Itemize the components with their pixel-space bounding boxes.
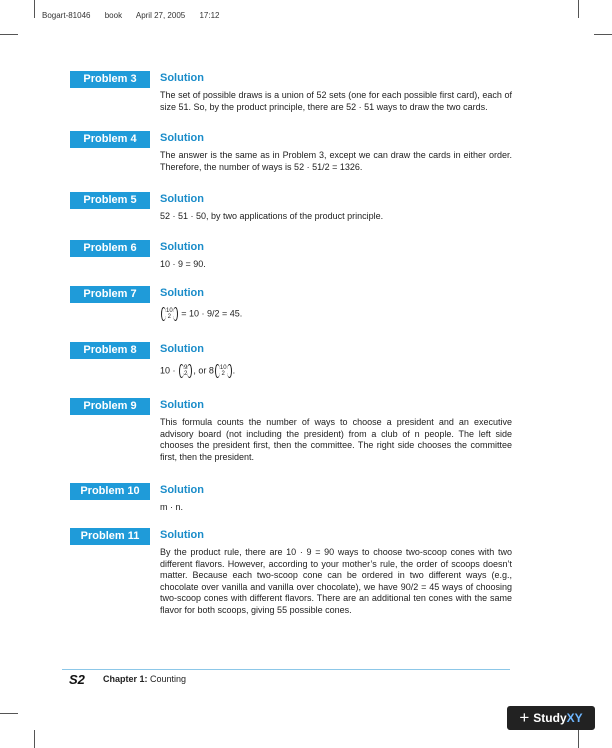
problem-tag: Problem 8 [70,342,150,359]
problem-tag: Problem 6 [70,240,150,257]
footer-divider [62,669,510,670]
problem-tag: Problem 7 [70,286,150,303]
binomial-coefficient: 9 2 [179,365,192,377]
solution-heading: Solution [160,529,204,541]
chapter-name: Counting [150,674,187,684]
crop-mark [34,0,35,18]
solution-heading: Solution [160,241,204,253]
solution-text: 10 · 9 2 , or 8 10 2 . [160,365,236,377]
solution-heading: Solution [160,193,204,205]
solution-text: 10 · 9 = 90. [160,259,206,269]
studyxy-logo [507,706,595,730]
page-number: S2 [69,672,85,687]
header-date: April 27, 2005 [135,11,186,20]
crop-mark [594,34,612,35]
problem-tag: Problem 9 [70,398,150,415]
binomial-coefficient: 10 2 [215,365,232,377]
problem-tag: Problem 5 [70,192,150,209]
solution-heading: Solution [160,72,204,84]
solution-heading: Solution [160,287,204,299]
solution-text: The set of possible draws is a union of 52 sets (one for each possible first card), each of size 51. So, by the product principle, there are 52 · 51 ways to draw the two cards. [160,90,512,112]
solution-heading: Solution [160,484,204,496]
solution-text: 52 · 51 · 50, by two applications of the product principle. [160,211,384,221]
logo-text: Study [533,711,567,725]
chapter-title [103,674,186,684]
solution-text: This formula counts the number of ways to choose a president and an executive advisory board (not including the president) from a club of n people. The left side chooses the president first, then the committee. The right side chooses the committee first, then the president. [160,417,512,462]
problem-tag: Problem 10 [70,483,150,500]
crop-mark [578,0,579,18]
solution-heading: Solution [160,343,204,355]
solution-text: 10 2 = 10 · 9/2 = 45. [160,308,512,320]
solution-heading: Solution [160,399,204,411]
crop-mark [0,713,18,714]
logo-highlight: XY [566,711,583,725]
header-time: 17:12 [199,11,220,20]
plus-icon: + [519,708,530,727]
problem-tag: Problem 3 [70,71,150,88]
solution-heading: Solution [160,132,204,144]
binomial-coefficient: 10 2 [161,308,178,320]
problem-tag: Problem 4 [70,131,150,148]
crop-mark [34,730,35,748]
header-book: book [104,11,123,20]
print-header [42,11,232,20]
solution-text: The answer is the same as in Problem 3, except we can draw the cards in either order. Therefore, the number of ways is 52 · 51/2 = 1326. [160,150,512,172]
chapter-label: Chapter 1: [103,674,148,684]
crop-mark [0,34,18,35]
solution-text: By the product rule, there are 10 · 9 = 90 ways to choose two-scoop cones with two different flavors. However, according to your mother’s rule, the order of scoops doesn’t matter. Because each two-scoop cone can be ordered in two different ways (e.g., chocolate over vanilla and vanilla over chocolate), we have 90/2 = 45 ways of choosing two-scoop cones with different flavors. There are an additional ten cones with the same flavor for both scoops, giving 55 possible cones. [160,547,512,615]
header-author: Bogart-81046 [42,11,91,20]
crop-mark [578,730,579,748]
solution-text: m · n. [160,502,184,512]
problem-tag: Problem 11 [70,528,150,545]
